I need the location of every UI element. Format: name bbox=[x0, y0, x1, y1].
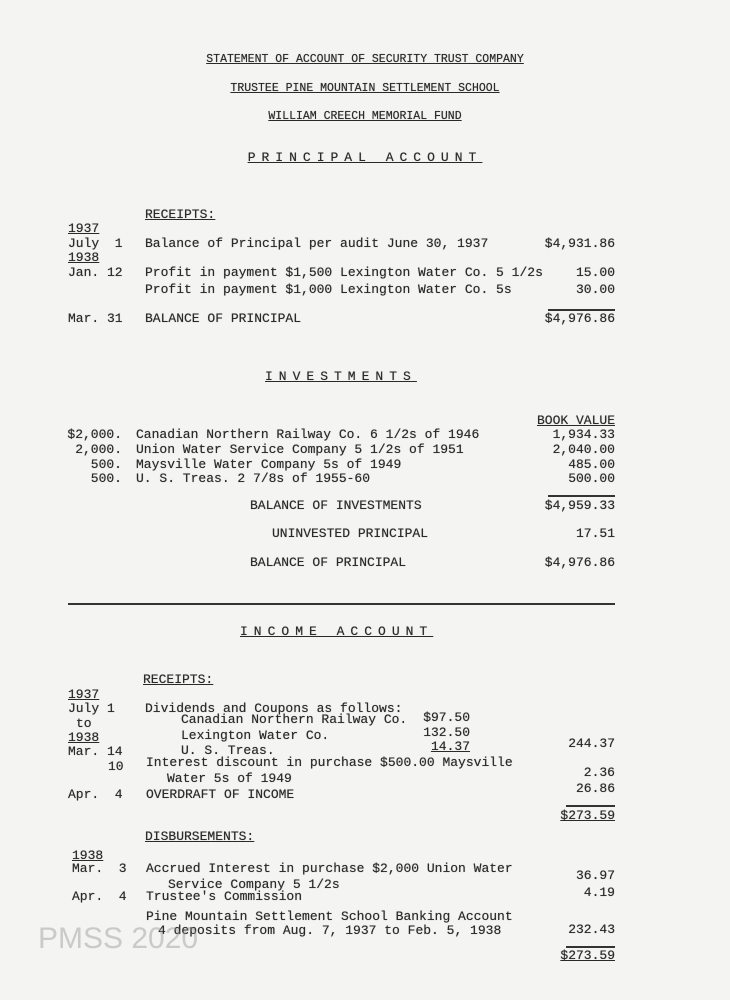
accrued-line1: Accrued Interest in purchase $2,000 Union Water bbox=[146, 861, 513, 876]
overdraft-amount: 26.86 bbox=[575, 781, 615, 796]
description: Union Water Service Company 5 1/2s of 1951 bbox=[136, 442, 464, 457]
book-value-label: BOOK VALUE bbox=[536, 413, 615, 428]
description: Maysville Water Company 5s of 1949 bbox=[136, 457, 402, 472]
disbursements-label: DISBURSEMENTS: bbox=[145, 829, 255, 844]
book-value: 500.00 bbox=[568, 471, 615, 486]
banking-line1: Pine Mountain Settlement School Banking Account bbox=[146, 909, 513, 924]
watermark: PMSS 2020 bbox=[38, 922, 199, 955]
par: 2,000. bbox=[75, 442, 122, 457]
year: 1937 bbox=[68, 221, 100, 236]
date: Apr. 4 bbox=[72, 889, 127, 904]
book-value: 485.00 bbox=[568, 457, 615, 472]
balance-principal: $4,976.86 bbox=[544, 555, 615, 570]
date: 10 bbox=[108, 759, 124, 774]
date: Mar. 31 bbox=[68, 311, 123, 326]
interest-line2: Water 5s of 1949 bbox=[167, 771, 292, 786]
trustee-title: TRUSTEE PINE MOUNTAIN SETTLEMENT SCHOOL bbox=[230, 82, 500, 95]
banking-line2: 4 deposits from Aug. 7, 1937 to Feb. 5, 1938 bbox=[158, 923, 502, 938]
interest-amount: 2.36 bbox=[583, 765, 615, 780]
dividends-label: Dividends and Coupons as follows: bbox=[145, 701, 403, 716]
book-value: 1,934.33 bbox=[552, 427, 615, 442]
date: Jan. 12 bbox=[68, 265, 123, 280]
sum-rule bbox=[566, 805, 615, 807]
dividend-name: Lexington Water Co. bbox=[181, 728, 330, 743]
overdraft-label: OVERDRAFT OF INCOME bbox=[146, 787, 295, 802]
par: 500. bbox=[90, 471, 122, 486]
receipts-total: $273.59 bbox=[560, 808, 615, 823]
amount: 15.00 bbox=[575, 265, 615, 280]
investments-heading: INVESTMENTS bbox=[265, 369, 417, 384]
date: to bbox=[76, 716, 92, 731]
amount: 30.00 bbox=[575, 282, 615, 297]
dividend-amount: $97.50 bbox=[423, 710, 470, 725]
principal-account-heading: PRINCIPAL ACCOUNT bbox=[247, 150, 483, 165]
commission-amount: 4.19 bbox=[583, 885, 615, 900]
description: Profit in payment $1,000 Lexington Water Co. 5s bbox=[145, 282, 512, 297]
section-divider bbox=[68, 603, 615, 605]
commission-label: Trustee's Commission bbox=[146, 889, 303, 904]
description: Profit in payment $1,500 Lexington Water Co. 5 1/2s bbox=[145, 265, 543, 280]
balance-investments: $4,959.33 bbox=[544, 498, 615, 513]
accrued-amount: 36.97 bbox=[575, 868, 615, 883]
receipts-label: RECEIPTS: bbox=[143, 672, 214, 687]
amount: $4,931.86 bbox=[544, 236, 615, 251]
date: July 1 bbox=[68, 236, 123, 251]
dividend-amount: 132.50 bbox=[423, 725, 470, 740]
balance-investments-label: BALANCE OF INVESTMENTS bbox=[250, 498, 422, 513]
banking-amount: 232.43 bbox=[568, 922, 615, 937]
uninvested: 17.51 bbox=[575, 526, 615, 541]
date: July 1 bbox=[68, 701, 115, 716]
date: Mar. 3 bbox=[72, 861, 127, 876]
year: 1938 bbox=[72, 848, 104, 863]
accrued-line2: Service Company 5 1/2s bbox=[168, 877, 340, 892]
description: Balance of Principal per audit June 30, 1937 bbox=[145, 236, 489, 251]
sum-rule bbox=[548, 495, 615, 497]
description: U. S. Treas. 2 7/8s of 1955-60 bbox=[136, 471, 371, 486]
year: 1937 bbox=[68, 687, 100, 702]
date: Apr. 4 bbox=[68, 787, 123, 802]
income-account-heading: INCOME ACCOUNT bbox=[240, 624, 434, 639]
date: Mar. 14 bbox=[68, 744, 123, 759]
description: Canadian Northern Railway Co. 6 1/2s of 1946 bbox=[136, 427, 480, 442]
par: $2,000. bbox=[67, 427, 122, 442]
dividend-amount: 14.37 bbox=[430, 739, 470, 754]
uninvested-label: UNINVESTED PRINCIPAL bbox=[272, 526, 429, 541]
year: 1938 bbox=[68, 730, 100, 745]
description: BALANCE OF PRINCIPAL bbox=[145, 311, 302, 326]
interest-line1: Interest discount in purchase $500.00 Maysville bbox=[146, 755, 513, 770]
fund-title: WILLIAM CREECH MEMORIAL FUND bbox=[268, 110, 462, 123]
statement-title: STATEMENT OF ACCOUNT OF SECURITY TRUST COMPANY bbox=[206, 53, 524, 66]
balance-principal-label: BALANCE OF PRINCIPAL bbox=[250, 555, 407, 570]
receipts-label: RECEIPTS: bbox=[145, 207, 216, 222]
par: 500. bbox=[90, 457, 122, 472]
book-value: 2,040.00 bbox=[552, 442, 615, 457]
dividend-name: U. S. Treas. bbox=[181, 743, 275, 758]
amount: $4,976.86 bbox=[544, 311, 615, 326]
dividend-name: Canadian Northern Railway Co. bbox=[181, 712, 408, 727]
disbursements-total: $273.59 bbox=[560, 948, 615, 963]
dividends-total: 244.37 bbox=[568, 736, 615, 751]
year: 1938 bbox=[68, 250, 100, 265]
